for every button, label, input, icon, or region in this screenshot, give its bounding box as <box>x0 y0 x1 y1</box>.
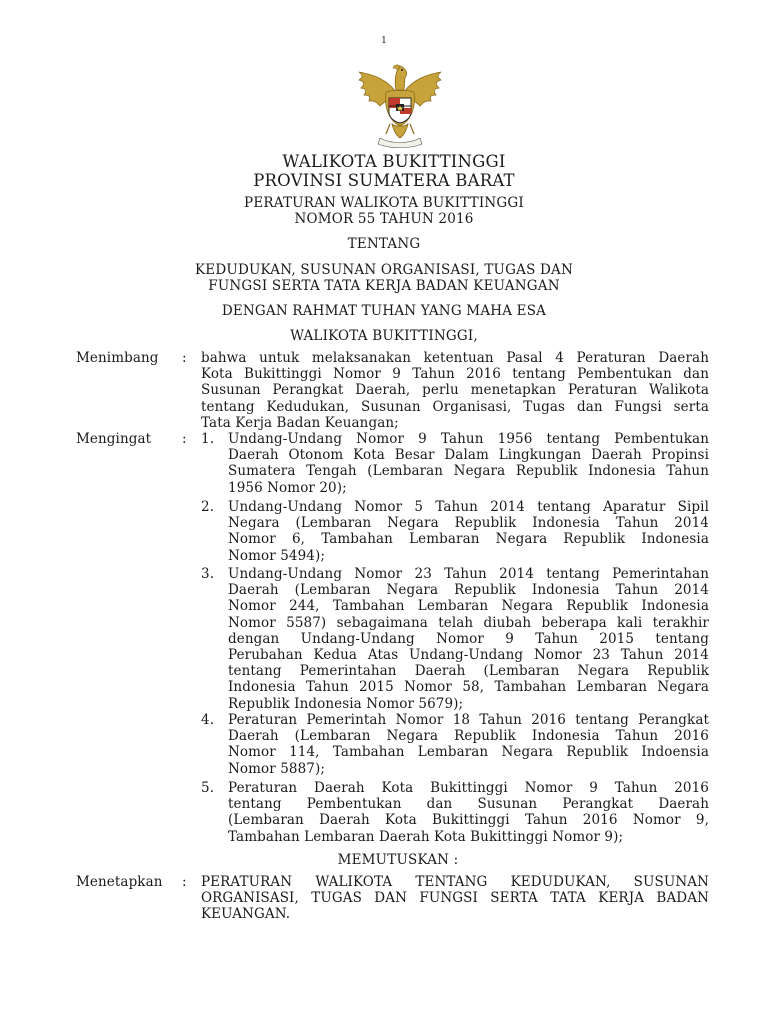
page-number: 1 <box>381 36 387 46</box>
text-line: Sumatera Tengah (Lembaran Negara Republik Indonesia Tahun <box>228 463 709 480</box>
text-line: Nomor 5887); <box>228 760 325 777</box>
list-item-number: 5. <box>201 780 215 796</box>
text-line: Kota Bukittinggi Nomor 9 Tahun 2016 tentang Pembentukan dan <box>201 366 709 383</box>
text-line: (Lembaran Daerah Kota Bukittinggi Tahun 2016 Nomor 9, <box>228 812 709 829</box>
text-line: Peraturan Pemerintah Nomor 18 Tahun 2016 tentang Perangkat <box>228 712 709 728</box>
text-line: Susunan Perangkat Daerah, perlu menetapkan Peraturan Walikota <box>201 382 709 399</box>
menimbang-colon: : <box>182 350 187 366</box>
list-item <box>228 499 709 564</box>
text-line: 1956 Nomor 20); <box>228 479 347 496</box>
text-line: Daerah Otonom Kota Besar Dalam Lingkungan Daerah Propinsi <box>228 447 709 464</box>
text-line: PERATURAN WALIKOTA TENTANG KEDUDUKAN, SUSUNAN <box>201 874 709 890</box>
menetapkan-label: Menetapkan <box>76 874 163 890</box>
text-line: Nomor 5494); <box>228 547 325 564</box>
text-line: tentang Pembentukan dan Susunan Perangkat Daerah <box>228 796 709 813</box>
text-line: dengan Undang-Undang Nomor 9 Tahun 2015 tentang <box>228 630 709 647</box>
text-line: Daerah (Lembaran Negara Republik Indonesia Tahun 2014 <box>228 582 709 599</box>
text-line: Negara (Lembaran Negara Republik Indonesia Tahun 2014 <box>228 515 709 532</box>
list-item <box>228 431 709 496</box>
text-line: Tata Kerja Badan Keuangan; <box>201 414 399 431</box>
text-line: tentang Pemerintahan Daerah (Lembaran Negara Republik <box>228 663 709 680</box>
list-item-number: 1. <box>201 431 215 447</box>
text-line: Nomor 114, Tambahan Lembaran Negara Republik Indoensia <box>228 744 709 761</box>
menetapkan-text <box>201 874 709 923</box>
text-line: Tambahan Lembaran Daerah Kota Bukittinggi Nomor 9); <box>228 828 624 845</box>
text-line: Daerah (Lembaran Negara Republik Indonesia Tahun 2016 <box>228 728 709 745</box>
text-line: Undang-Undang Nomor 23 Tahun 2014 tentang Pemerintahan <box>228 566 709 582</box>
title-province: PROVINSI SUMATERA BARAT <box>253 171 515 190</box>
subject-line-2: FUNGSI SERTA TATA KERJA BADAN KEUANGAN <box>208 278 560 294</box>
regulation-title: PERATURAN WALIKOTA BUKITTINGGI <box>244 195 524 211</box>
menetapkan-colon: : <box>182 874 187 890</box>
menimbang-text <box>201 350 709 431</box>
text-line: Perubahan Kedua Atas Undang-Undang Nomor 23 Tahun 2014 <box>228 647 709 664</box>
subject-line-1: KEDUDUKAN, SUSUNAN ORGANISASI, TUGAS DAN <box>195 262 573 278</box>
garuda-emblem-icon <box>356 58 444 150</box>
list-item <box>228 780 709 845</box>
memutuskan-heading: MEMUTUSKAN : <box>337 852 459 868</box>
list-item-number: 4. <box>201 712 215 728</box>
list-item-number: 3. <box>201 566 215 582</box>
regulation-number: NOMOR 55 TAHUN 2016 <box>294 211 474 227</box>
grace-statement: DENGAN RAHMAT TUHAN YANG MAHA ESA <box>221 303 547 319</box>
list-item <box>228 712 709 777</box>
text-line: Undang-Undang Nomor 9 Tahun 1956 tentang Pembentukan <box>228 431 709 447</box>
text-line: Nomor 6, Tambahan Lembaran Negara Republik Indonesia <box>228 531 709 548</box>
title-walikota: WALIKOTA BUKITTINGGI <box>282 152 506 171</box>
text-line: bahwa untuk melaksanakan ketentuan Pasal 4 Peraturan Daerah <box>201 350 709 366</box>
tentang-heading: TENTANG <box>347 236 421 252</box>
text-line: Peraturan Daerah Kota Bukittinggi Nomor 9 Tahun 2016 <box>228 780 709 796</box>
list-item <box>228 566 709 712</box>
text-line: Indonesia Tahun 2015 Nomor 58, Tambahan Lembaran Negara <box>228 679 709 696</box>
mengingat-label: Mengingat <box>76 431 152 447</box>
text-line: Republik Indonesia Nomor 5679); <box>228 695 464 712</box>
text-line: tentang Kedudukan, Susunan Organisasi, Tugas dan Fungsi serta <box>201 398 709 415</box>
mayor-heading: WALIKOTA BUKITTINGGI, <box>290 328 478 344</box>
list-item-number: 2. <box>201 499 215 515</box>
text-line: Undang-Undang Nomor 5 Tahun 2014 tentang Aparatur Sipil <box>228 499 709 515</box>
mengingat-colon: : <box>182 431 187 447</box>
menimbang-label: Menimbang <box>76 350 159 366</box>
text-line: Nomor 244, Tambahan Lembaran Negara Republik Indonesia <box>228 598 709 615</box>
text-line: ORGANISASI, TUGAS DAN FUNGSI SERTA TATA KERJA BADAN <box>201 890 709 907</box>
text-line: Nomor 5587) sebagaimana telah diubah beberapa kali terakhir <box>228 614 709 631</box>
text-line: KEUANGAN. <box>201 906 291 923</box>
